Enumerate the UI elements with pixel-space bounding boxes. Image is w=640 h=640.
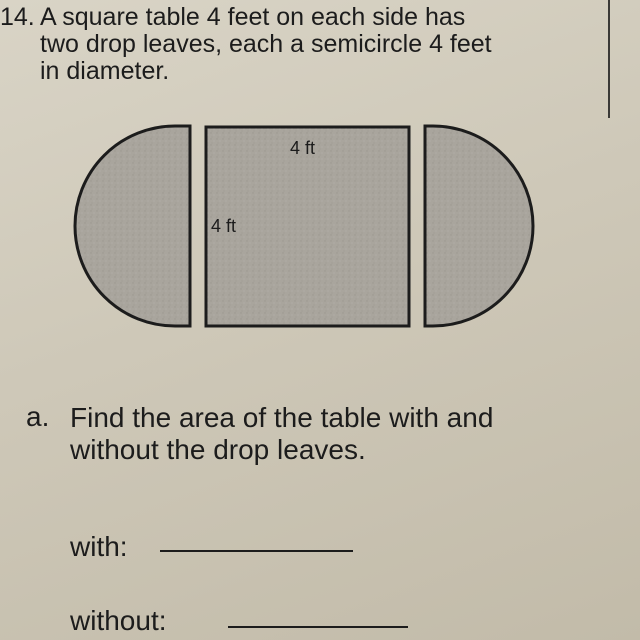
without-answer-line[interactable] (228, 626, 408, 628)
left-drop-leaf (75, 126, 190, 326)
problem-number: 14. (0, 3, 35, 31)
top-side-label: 4 ft (290, 138, 316, 158)
part-a-line: Find the area of the table with and (70, 402, 494, 433)
problem-line: A square table 4 feet on each side has (40, 3, 466, 31)
part-a-letter: a. (26, 401, 50, 432)
without-label: without: (70, 605, 167, 636)
right-drop-leaf (425, 126, 533, 326)
left-side-label: 4 ft (211, 216, 237, 236)
with-answer-line[interactable] (160, 550, 353, 552)
part-a-line: without the drop leaves. (70, 434, 366, 465)
with-label: with: (70, 531, 128, 562)
problem-line: two drop leaves, each a semicircle 4 feet (40, 30, 492, 58)
part-a-question (70, 402, 493, 466)
problem-line: in diameter. (40, 57, 170, 85)
